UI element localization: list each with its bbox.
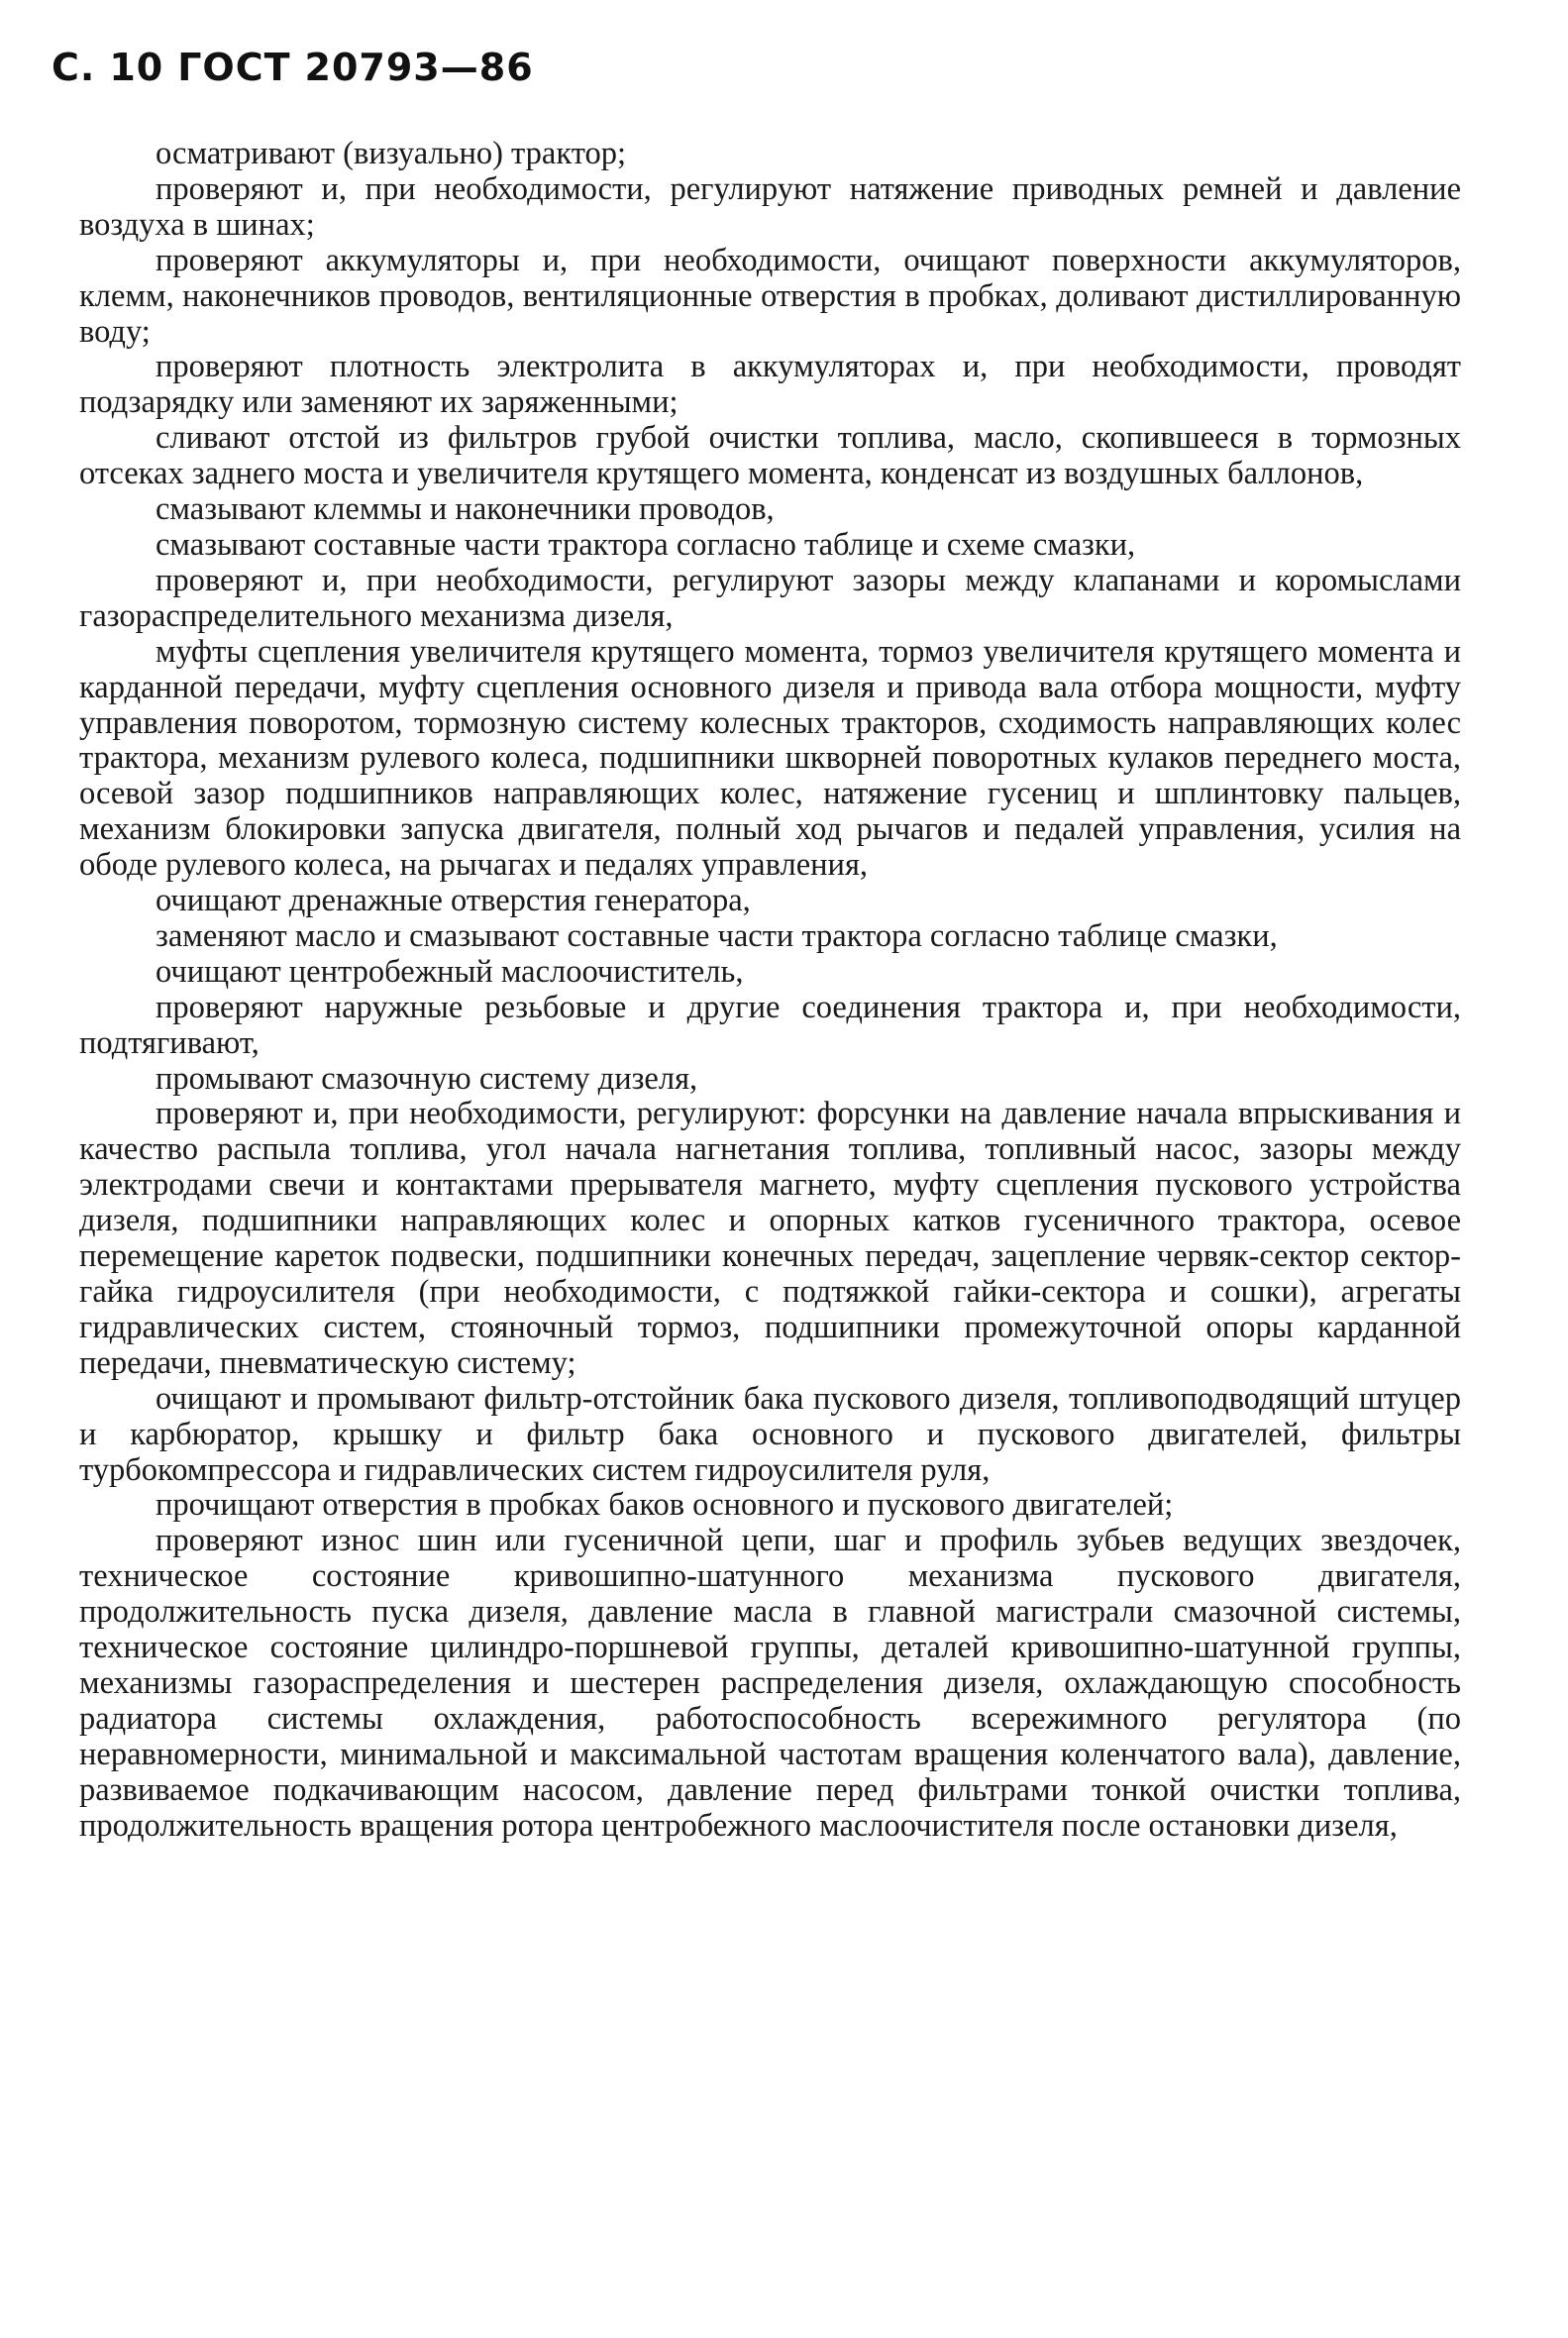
paragraph: проверяют аккумуляторы и, при необходимости, очищают поверхности аккумуляторов, клемм, наконечников проводов, вентиляционные отверстия в пробках, доливают дистиллированную воду; — [79, 242, 1461, 350]
paragraph: проверяют износ шин или гусеничной цепи, шаг и профиль зубьев ведущих звездочек, техническое состояние кривошипно-шатунного механизма пускового двигателя, продолжительность пуска дизеля, давление масла в главной магистрали смазочной системы, техническое состояние цилиндро-поршневой группы, деталей кривошипно-шатунной группы, механизмы газораспределения и шестерен распределения дизеля, охлаждающую способность радиатора системы охлаждения, работоспособность всережимного регулятора (по неравномерности, минимальной и максимальной частотам вращения коленчатого вала), давление, развиваемое подкачивающим насосом, давление перед фильтрами тонкой очистки топлива, продолжительность вращения ротора центробежного маслоочистителя после остановки дизеля, — [79, 1523, 1461, 1844]
paragraph: смазывают составные части трактора согласно таблице и схеме смазки, — [156, 526, 1136, 563]
paragraph: прочищают отверстия в пробках баков основного и пускового двигателей; — [156, 1487, 1174, 1524]
paragraph: заменяют масло и смазывают составные части трактора согласно таблице смазки, — [156, 917, 1278, 954]
paragraph: проверяют и, при необходимости, регулируют натяжение приводных ремней и давление воздуха в шинах; — [79, 170, 1461, 243]
paragraph: смазывают клеммы и наконечники проводов, — [156, 491, 775, 528]
paragraph: очищают и промывают фильтр-отстойник бака пускового дизеля, топливоподводящий штуцер и карбюратор, крышку и фильтр бака основного и пускового двигателей, фильтры турбокомпрессора и гидравлических систем гидроусилителя руля, — [79, 1380, 1461, 1488]
paragraph: очищают дренажные отверстия генератора, — [156, 883, 751, 919]
page-header — [52, 46, 548, 89]
paragraph: проверяют наружные резьбовые и другие соединения трактора и, при необходимости, подтягивают, — [79, 989, 1461, 1061]
page-number: 10 — [109, 46, 164, 89]
standard-number: 20793—86 — [304, 46, 534, 89]
paragraph: проверяют и, при необходимости, регулируют зазоры между клапанами и коромыслами газораспределительного механизма дизеля, — [79, 562, 1461, 634]
paragraph: проверяют плотность электролита в аккумуляторах и, при необходимости, проводят подзарядку или заменяют их заряженными; — [79, 349, 1461, 421]
paragraph: осматривают (визуально) трактор; — [156, 136, 626, 171]
paragraph: проверяют и, при необходимости, регулируют: форсунки на давление начала впрыскивания и качество распыла топлива, угол начала нагнетания топлива, топливный насос, зазоры между электродами свечи и контактами прерывателя магнето, муфту сцепления пускового устройства дизеля, подшипники направляющих колес и опорных катков гусеничного трактора, осевое перемещение кареток подвески, подшипники конечных передач, зацепление червяк-сектор сектор-гайка гидроусилителя (при необходимости, с подтяжкой гайки-сектора и сошки), агрегаты гидравлических систем, стояночный тормоз, подшипники промежуточной опоры карданной передачи, пневматическую систему; — [79, 1096, 1461, 1381]
standard-name: ГОСТ — [177, 46, 291, 89]
paragraph: муфты сцепления увеличителя крутящего момента, тормоз увеличителя крутящего момента и карданной передачи, муфту сцепления основного дизеля и привода вала отбора мощности, муфту управления поворотом, тормозную систему колесных тракторов, сходимость направляющих колес трактора, механизм рулевого колеса, подшипники шкворней поворотных кулаков переднего моста, осевой зазор подшипников направляющих колес, натяжение гусениц и шплинтовку пальцев, механизм блокировки запуска двигателя, полный ход рычагов и педалей управления, усилия на ободе рулевого колеса, на рычагах и педалях управления, — [79, 633, 1461, 884]
body-text — [79, 137, 1461, 1845]
paragraph: сливают отстой из фильтров грубой очистки топлива, масло, скопившееся в тормозных отсеках заднего моста и увеличителя крутящего момента, конденсат из воздушных баллонов, — [79, 420, 1461, 492]
page-label: С. — [52, 46, 96, 89]
paragraph: промывают смазочную систему дизеля, — [156, 1060, 698, 1097]
paragraph: очищают центробежный маслоочиститель, — [156, 953, 744, 990]
